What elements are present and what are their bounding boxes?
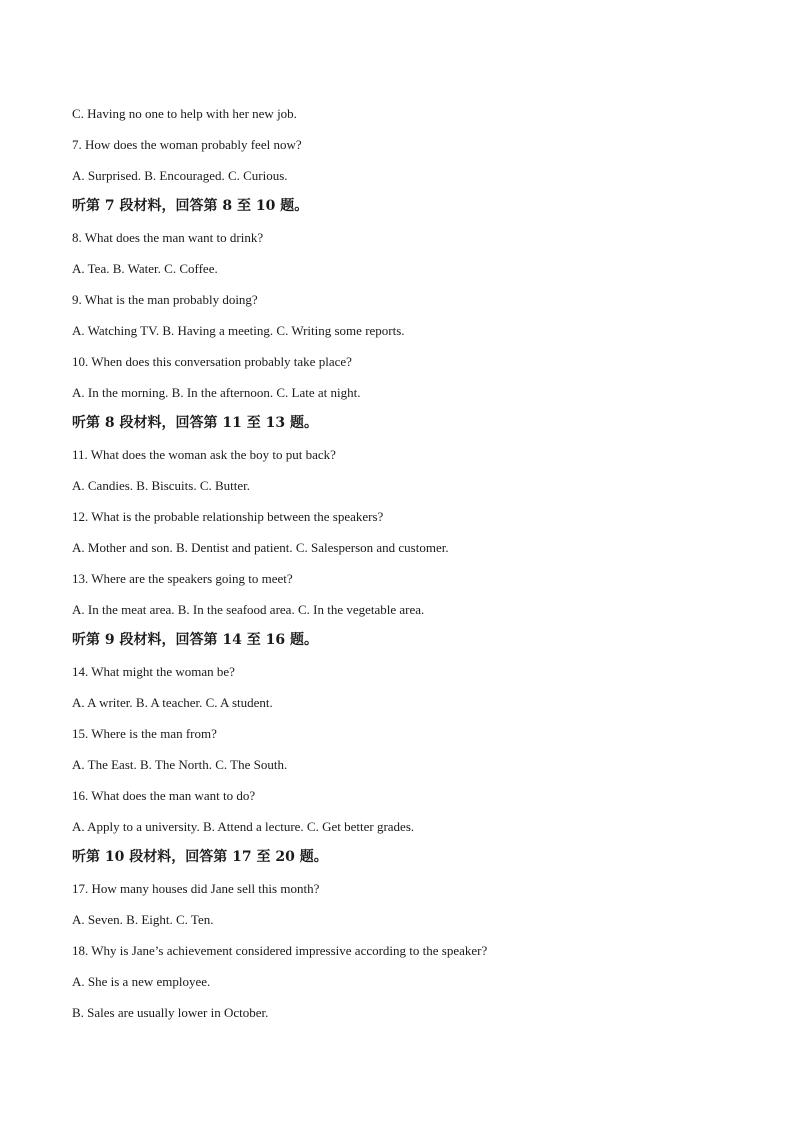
question-line: 14. What might the woman be? [72,664,235,679]
option-line: A. A writer. B. A teacher. C. A student. [72,695,273,710]
question-line: 16. What does the man want to do? [72,788,256,803]
option-line: A. She is a new employee. [72,974,211,989]
section-heading: 听第 8 段材料，回答第 11 至 13 题。 [72,415,318,431]
question-line: 7. How does the woman probably feel now? [72,137,302,152]
question-line: 18. Why is Jane’s achievement considered impressive according to the speaker? [72,943,488,958]
option-line: A. Mother and son. B. Dentist and patient. C. Salesperson and customer. [72,540,449,555]
question-line: 9. What is the man probably doing? [72,292,258,307]
option-line: B. Sales are usually lower in October. [72,1005,269,1020]
option-line: A. Tea. B. Water. C. Coffee. [72,261,218,276]
option-line: A. Candies. B. Biscuits. C. Butter. [72,478,251,493]
option-line: A. In the morning. B. In the afternoon. C. Late at night. [72,385,361,400]
section-heading: 听第 7 段材料，回答第 8 至 10 题。 [72,198,309,214]
option-line: A. Surprised. B. Encouraged. C. Curious. [72,168,288,183]
option-line: A. Watching TV. B. Having a meeting. C. Writing some reports. [72,323,405,338]
option-line: A. Seven. B. Eight. C. Ten. [72,912,214,927]
option-line: A. Apply to a university. B. Attend a lecture. C. Get better grades. [72,819,415,834]
section-heading: 听第 10 段材料，回答第 17 至 20 题。 [72,849,328,865]
question-line: 17. How many houses did Jane sell this month? [72,881,320,896]
question-line: 10. When does this conversation probably take place? [72,354,352,369]
section-heading: 听第 9 段材料，回答第 14 至 16 题。 [72,632,318,648]
question-line: 15. Where is the man from? [72,726,217,741]
option-line: C. Having no one to help with her new job. [72,106,297,121]
question-line: 12. What is the probable relationship between the speakers? [72,509,384,524]
option-line: A. The East. B. The North. C. The South. [72,757,288,772]
option-line: A. In the meat area. B. In the seafood area. C. In the vegetable area. [72,602,425,617]
question-line: 8. What does the man want to drink? [72,230,264,245]
document-page [72,98,732,1028]
question-line: 11. What does the woman ask the boy to put back? [72,447,336,462]
question-line: 13. Where are the speakers going to meet? [72,571,293,586]
